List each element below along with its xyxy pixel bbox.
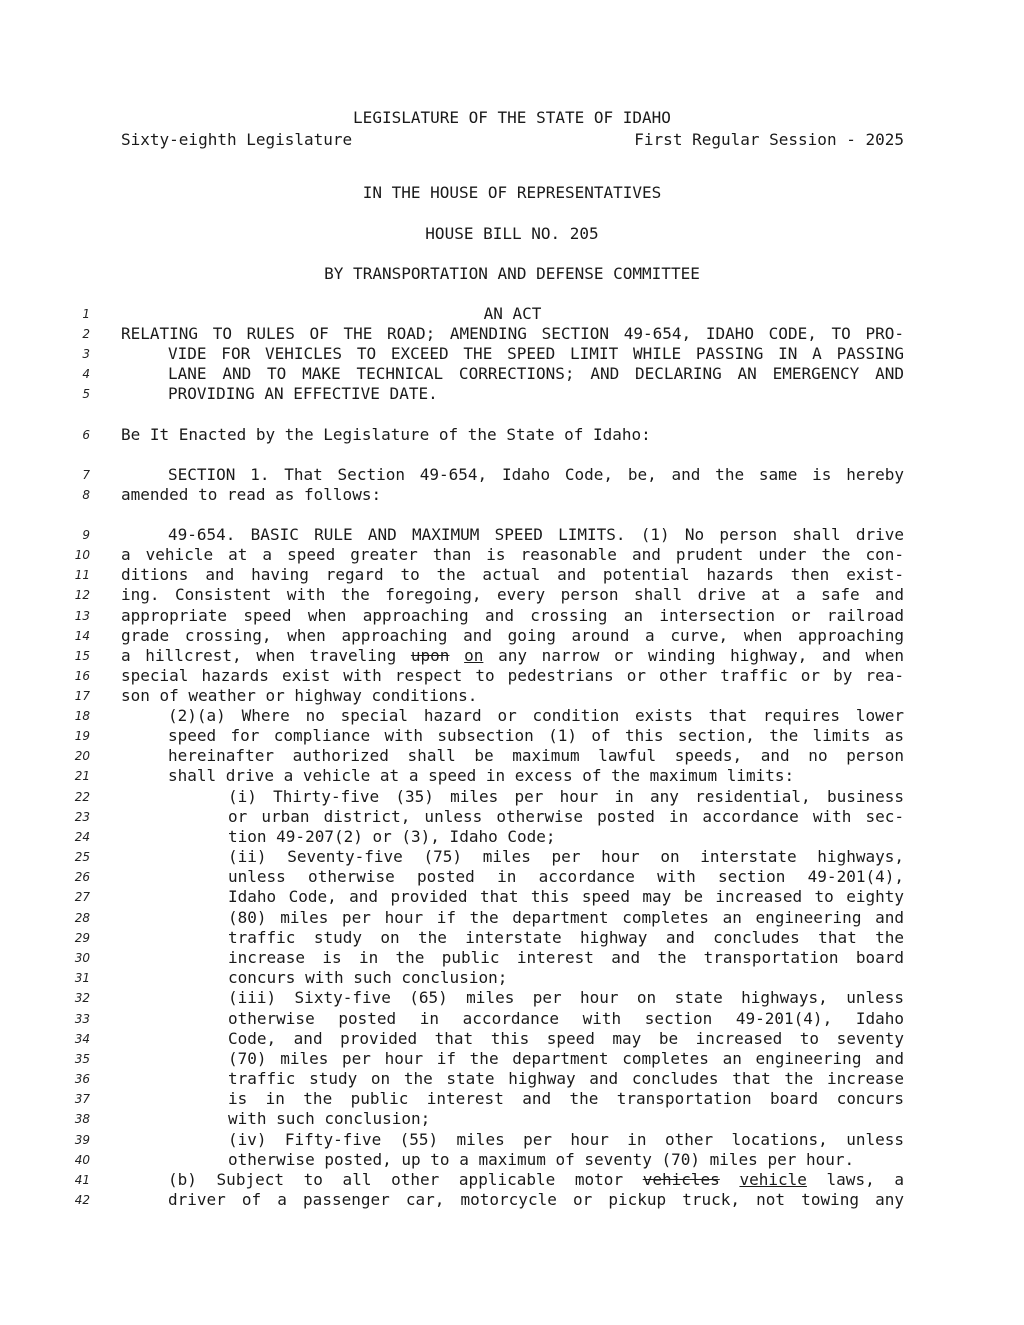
line-number: 19 <box>74 729 90 743</box>
line-number: 13 <box>74 609 90 623</box>
line-number: 23 <box>74 810 90 824</box>
bill-text-line: hereinafter authorized shall be maximum lawful speeds, and no person <box>168 746 904 765</box>
line-number: 11 <box>74 568 90 582</box>
line-number: 28 <box>74 911 90 925</box>
line-number: 37 <box>74 1092 90 1106</box>
line-number: 41 <box>74 1173 90 1187</box>
bill-text-line: traffic study on the state highway and concludes that the increase <box>228 1069 904 1088</box>
bill-text-line: son of weather or highway conditions. <box>121 686 478 705</box>
inserted-text: on <box>464 646 484 665</box>
bill-text-line: appropriate speed when approaching and crossing an intersection or railroad <box>121 606 904 625</box>
bill-text-line: (2)(a) Where no special hazard or condition exists that requires lower <box>168 706 904 725</box>
line-number: 6 <box>82 428 90 442</box>
line-number: 27 <box>74 890 90 904</box>
line-number: 35 <box>74 1052 90 1066</box>
bill-text-line: RELATING TO RULES OF THE ROAD; AMENDING SECTION 49-654, IDAHO CODE, TO PRO- <box>121 324 904 343</box>
line-number: 34 <box>74 1032 90 1046</box>
bill-text-line: 49-654. BASIC RULE AND MAXIMUM SPEED LIMITS. (1) No person shall drive <box>168 525 904 544</box>
text-segment: laws, a <box>806 1170 904 1189</box>
line-number: 29 <box>74 931 90 945</box>
bill-text-line: (ii) Seventy-five (75) miles per hour on interstate highways, <box>228 847 904 866</box>
bill-text-line: unless otherwise posted in accordance with section 49-201(4), <box>228 867 904 886</box>
bill-text-line: (80) miles per hour if the department completes an engineering and <box>228 908 904 927</box>
line-number: 21 <box>74 769 90 783</box>
line-number: 2 <box>82 327 90 341</box>
text-segment: (b) Subject to all other applicable motor <box>168 1170 643 1189</box>
bill-sponsor: BY TRANSPORTATION AND DEFENSE COMMITTEE <box>324 264 700 283</box>
bill-text-line: Code, and provided that this speed may be increased to seventy <box>228 1029 904 1048</box>
bill-text-line: LANE AND TO MAKE TECHNICAL CORRECTIONS; AND DECLARING AN EMERGENCY AND <box>168 364 904 383</box>
chamber-heading: IN THE HOUSE OF REPRESENTATIVES <box>362 183 662 202</box>
bill-text-line: speed for compliance with subsection (1) of this section, the limits as <box>168 726 904 745</box>
text-segment <box>720 1170 740 1189</box>
line-number: 31 <box>74 971 90 985</box>
bill-text-line: (70) miles per hour if the department completes an engineering and <box>228 1049 904 1068</box>
bill-text-line: ing. Consistent with the foregoing, every person shall drive at a safe and <box>121 585 904 604</box>
line-number: 40 <box>74 1153 90 1167</box>
stricken-text: vehicles <box>642 1170 720 1189</box>
line-number: 32 <box>74 991 90 1005</box>
line-number: 3 <box>82 347 90 361</box>
bill-text-line: PROVIDING AN EFFECTIVE DATE. <box>168 384 438 403</box>
line-number: 20 <box>74 749 90 763</box>
bill-text-line <box>121 646 904 666</box>
line-number: 14 <box>74 629 90 643</box>
bill-text-line: grade crossing, when approaching and going around a curve, when approaching <box>121 626 904 645</box>
line-number: 42 <box>74 1193 90 1207</box>
line-number: 17 <box>74 689 90 703</box>
line-number: 10 <box>74 548 90 562</box>
text-segment: any narrow or winding highway, and when <box>483 646 905 665</box>
line-number: 25 <box>74 850 90 864</box>
bill-text-line: AN ACT <box>483 304 542 323</box>
bill-text-line: shall drive a vehicle at a speed in excess of the maximum limits: <box>168 766 795 785</box>
text-segment <box>449 646 464 665</box>
bill-text-line <box>168 1170 904 1190</box>
bill-text-line: otherwise posted in accordance with section 49-201(4), Idaho <box>228 1009 904 1028</box>
bill-text-line: VIDE FOR VEHICLES TO EXCEED THE SPEED LIMIT WHILE PASSING IN A PASSING <box>168 344 904 363</box>
bill-text-line: otherwise posted, up to a maximum of seventy (70) miles per hour. <box>228 1150 855 1169</box>
session-name: First Regular Session - 2025 <box>634 130 904 149</box>
line-number: 33 <box>74 1012 90 1026</box>
bill-text-line: Be It Enacted by the Legislature of the State of Idaho: <box>121 425 651 444</box>
line-number: 1 <box>82 307 90 321</box>
bill-text-line: special hazards exist with respect to pedestrians or other traffic or by rea- <box>121 666 904 685</box>
inserted-text: vehicle <box>739 1170 807 1189</box>
line-number: 5 <box>82 387 90 401</box>
bill-text-line: tion 49-207(2) or (3), Idaho Code; <box>228 827 556 846</box>
line-number: 38 <box>74 1112 90 1126</box>
line-number: 12 <box>74 588 90 602</box>
line-number: 30 <box>74 951 90 965</box>
bill-text-line: ditions and having regard to the actual and potential hazards then exist- <box>121 565 904 584</box>
bill-text-line: a vehicle at a speed greater than is reasonable and prudent under the con- <box>121 545 904 564</box>
bill-text-line: is in the public interest and the transportation board concurs <box>228 1089 904 1108</box>
line-number: 18 <box>74 709 90 723</box>
line-number: 24 <box>74 830 90 844</box>
bill-text-line: (i) Thirty-five (35) miles per hour in any residential, business <box>228 787 904 806</box>
line-number: 15 <box>74 649 90 663</box>
line-number: 4 <box>82 367 90 381</box>
line-number: 39 <box>74 1133 90 1147</box>
bill-text-line: amended to read as follows: <box>121 485 382 504</box>
bill-number: HOUSE BILL NO. 205 <box>425 224 599 243</box>
session-line <box>121 130 904 150</box>
bill-text-line: (iii) Sixty-five (65) miles per hour on state highways, unless <box>228 988 904 1007</box>
bill-text-line: traffic study on the interstate highway and concludes that the <box>228 928 904 947</box>
bill-text-line: increase is in the public interest and the transportation board <box>228 948 904 967</box>
bill-text-line: concurs with such conclusion; <box>228 968 508 987</box>
legislature-title: LEGISLATURE OF THE STATE OF IDAHO <box>353 108 671 127</box>
bill-text-line: driver of a passenger car, motorcycle or pickup truck, not towing any <box>168 1190 904 1209</box>
stricken-text: upon <box>410 646 450 665</box>
line-number: 22 <box>74 790 90 804</box>
line-number: 36 <box>74 1072 90 1086</box>
line-number: 26 <box>74 870 90 884</box>
legislature-number: Sixty-eighth Legislature <box>121 130 353 149</box>
bill-text-line: Idaho Code, and provided that this speed may be increased to eighty <box>228 887 904 906</box>
line-number: 8 <box>82 488 90 502</box>
text-segment: a hillcrest, when traveling <box>121 646 411 665</box>
line-number: 16 <box>74 669 90 683</box>
bill-text-line: or urban district, unless otherwise posted in accordance with sec- <box>228 807 904 826</box>
bill-text-line: (iv) Fifty-five (55) miles per hour in other locations, unless <box>228 1130 904 1149</box>
line-number: 9 <box>82 528 90 542</box>
bill-text-line: SECTION 1. That Section 49-654, Idaho Code, be, and the same is hereby <box>168 465 904 484</box>
line-number: 7 <box>82 468 90 482</box>
bill-text-line: with such conclusion; <box>228 1109 431 1128</box>
